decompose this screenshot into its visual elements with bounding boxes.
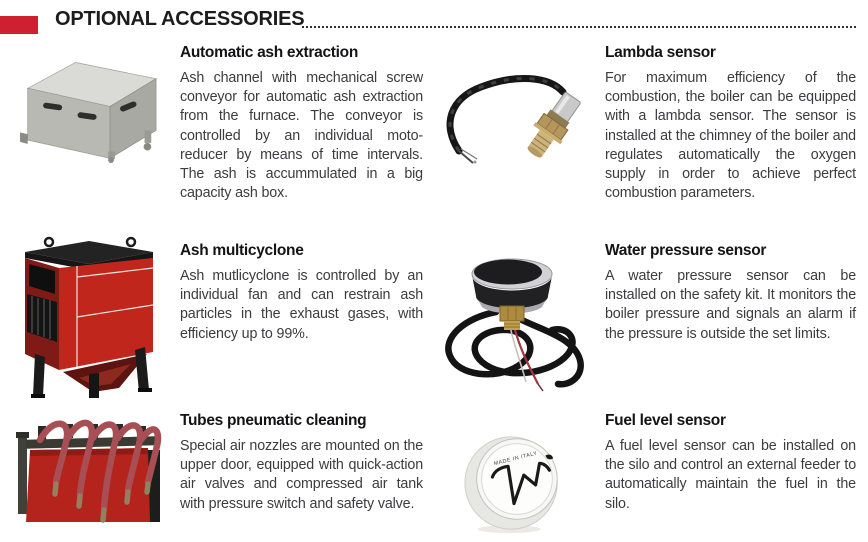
page-title: OPTIONAL ACCESSORIES bbox=[55, 8, 305, 30]
accessory-title: Lambda sensor bbox=[605, 44, 716, 61]
accessory-description: A water pressure sensor can be installed on the safety kit. It monitors the boiler pressure and signals an alarm if the pressure is outside the set limits. bbox=[605, 268, 856, 342]
tubes-pneumatic-cleaning-photo bbox=[0, 400, 178, 542]
accessory-description: A fuel level sensor can be installed on the silo and control an external feeder to automatically maintain the fuel in the silo. bbox=[605, 438, 856, 512]
red-accent-block bbox=[0, 16, 38, 34]
automatic-ash-extraction-photo bbox=[0, 42, 178, 230]
accessory-title: Fuel level sensor bbox=[605, 412, 726, 429]
ash-box-image bbox=[14, 50, 164, 163]
ash-multicyclone-image bbox=[19, 232, 159, 400]
accessory-description: For maximum efficiency of the combustion, the boiler can be equipped with a lambda sensor. The sensor is installed at the chimney of the boiler and regulates automatically the oxygen supply in order to achieve perfect combustion parameters. bbox=[605, 70, 856, 202]
section-header bbox=[0, 0, 868, 42]
water-pressure-sensor-image bbox=[434, 234, 594, 396]
accessory-description: Ash mutlicyclone is controlled by an individual fan and can restrain ash particles in the exhaust gases, with efficiency up to 99%. bbox=[180, 268, 423, 342]
accessory-item bbox=[603, 230, 858, 400]
accessory-description: Special air nozzles are mounted on the upper door, equipped with quick-action air valves and compressed air tank with pressure switch and safety valve. bbox=[180, 438, 423, 512]
fuel-level-sensor-photo bbox=[425, 400, 603, 542]
accessory-title: Automatic ash extraction bbox=[180, 44, 358, 61]
ash-multicyclone-photo bbox=[0, 230, 178, 400]
accessory-title: Water pressure sensor bbox=[605, 242, 767, 259]
accessory-item bbox=[178, 42, 425, 230]
accessory-item bbox=[603, 400, 858, 542]
lambda-sensor-photo bbox=[425, 42, 603, 230]
accessories-grid bbox=[0, 42, 858, 542]
fuel-level-sensor-image bbox=[455, 426, 573, 536]
accessory-item bbox=[603, 42, 858, 230]
water-pressure-sensor-photo bbox=[425, 230, 603, 400]
lambda-sensor-image bbox=[429, 56, 599, 176]
accessory-description: Ash channel with mechanical screw conveyor for automatic ash extraction from the furnace. The conveyor is controlled by an individual moto-reducer by means of time intervals. The ash is accummulated in a big capacity ash box. bbox=[180, 70, 423, 202]
accessory-item bbox=[178, 230, 425, 400]
accessory-title: Ash multicyclone bbox=[180, 242, 304, 259]
tubes-pneumatic-cleaning-image bbox=[14, 410, 164, 530]
accessory-title: Tubes pneumatic cleaning bbox=[180, 412, 367, 429]
dotted-divider bbox=[302, 26, 856, 28]
accessory-item bbox=[178, 400, 425, 542]
made-in-italy-label: MADE IN ITALY bbox=[493, 450, 539, 468]
